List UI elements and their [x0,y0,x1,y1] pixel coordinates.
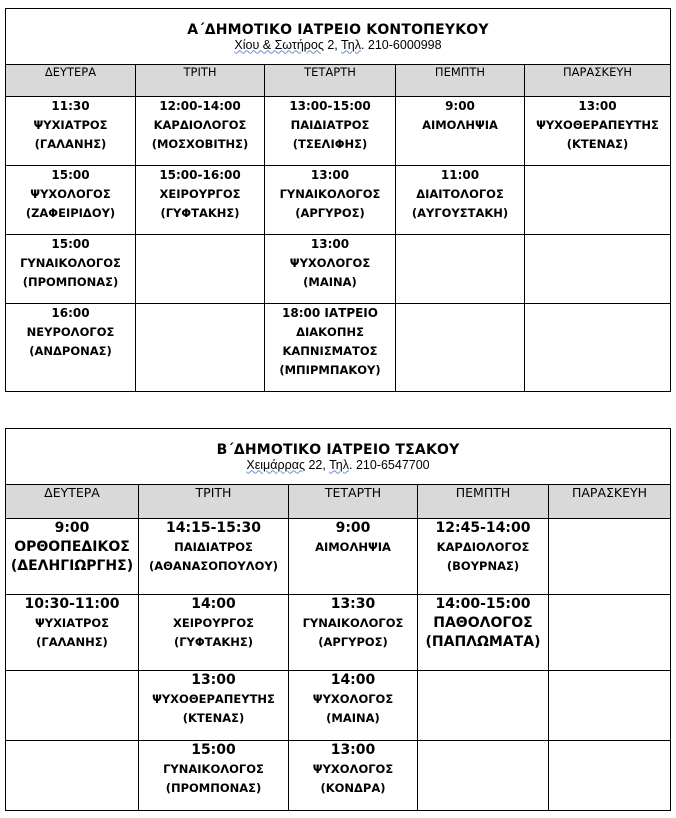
schedule-cell [136,235,265,304]
slot-doctor: (ΠΑΠΛΩΜΑΤΑ) [425,634,541,650]
schedule-cell [6,166,136,235]
slot-time: 12:00-14:00 [159,99,241,113]
schedule-cell [6,304,136,392]
schedule-cell [6,595,139,671]
clinic-b-schedule-table [5,428,671,811]
slot-role: ΠΑΙΔΙΑΤΡΟΣ [174,540,253,554]
clinic-b-phone: . 210-6547700 [349,457,430,472]
slot-doctor: (ΑΘΑΝΑΣΟΠΟΥΛΟΥ) [149,559,278,573]
slot-doctor: (ΜΑΙΝΑ) [303,275,357,289]
table-row [6,166,671,235]
slot-role: ΧΕΙΡΟΥΡΓΟΣ [159,187,241,201]
schedule-cell [418,595,549,671]
slot-time: 15:00 [51,237,90,251]
schedule-cell [136,304,265,392]
schedule-cell [549,741,671,811]
slot-time: 9:00 [445,99,475,113]
slot-time: 13:00 [330,742,376,758]
slot-time: 14:00 [191,596,236,612]
clinic-a-tel-label: Τηλ [341,37,361,52]
clinic-b-day-thursday: ΠΕΜΠΤΗ [418,485,549,519]
clinic-b-day-monday: ΔΕΥΤΕΡΑ [6,485,139,519]
table-row [6,671,671,741]
slot-doctor: (ΔΕΛΗΓΙΩΡΓΗΣ) [10,558,134,574]
slot-role: ΓΥΝΑΙΚΟΛΟΓΟΣ [20,256,121,270]
schedule-cell [265,166,396,235]
slot-role: ΧΕΙΡΟΥΡΓΟΣ [173,616,254,630]
slot-role: ΟΡΘΟΠΕΔΙΚΟΣ [14,539,130,555]
slot-time: 10:30-11:00 [24,596,120,612]
slot-doctor: (ΑΥΓΟΥΣΤΑΚΗ) [411,206,509,220]
slot-doctor: (ΚΤΕΝΑΣ) [182,711,245,725]
clinic-a-title: Α΄ΔΗΜΟΤΙΚΟ ΙΑΤΡΕΙΟ ΚΟΝΤΟΠΕΥΚΟΥ [187,21,489,38]
clinic-a-day-friday: ΠΑΡΑΣΚΕΥΗ [525,65,671,97]
clinic-b-title: Β΄ΔΗΜΟΤΙΚΟ ΙΑΤΡΕΙΟ ΤΣΑΚΟΥ [216,441,460,458]
schedule-cell [289,519,418,595]
clinic-a-day-tuesday: ΤΡΙΤΗ [136,65,265,97]
schedule-cell [525,166,671,235]
schedule-cell [549,595,671,671]
slot-doctor-extra: (ΜΠΙΡΜΠΑΚΟΥ) [279,363,381,377]
schedule-cell [139,519,289,595]
slot-role: ΨΥΧΟΘΕΡΑΠΕΥΤΗΣ [152,692,275,706]
slot-role: ΑΙΜΟΛΗΨΙΑ [315,540,391,554]
slot-time: 15:00-16:00 [159,168,241,182]
clinic-a-phone: . 210-6000998 [360,37,442,52]
slot-doctor: (ΓΥΦΤΑΚΗΣ) [160,206,240,220]
schedule-cell [6,97,136,166]
slot-role: ΝΕΥΡΟΛΟΓΟΣ [26,325,115,339]
slot-time: 13:00 [191,672,236,688]
schedule-cell [549,519,671,595]
clinic-b-street-number: 22, [304,457,330,472]
slot-doctor: (ΜΑΙΝΑ) [326,711,380,725]
slot-role: ΨΥΧΟΛΟΓΟΣ [289,256,371,270]
slot-doctor: (ΤΣΕΛΙΦΗΣ) [292,137,368,151]
slot-role: ΓΥΝΑΙΚΟΛΟΓΟΣ [163,762,264,776]
slot-time: 14:00 [330,672,376,688]
schedule-cell [525,97,671,166]
slot-doctor: (ΑΡΓΥΡΟΣ) [318,635,388,649]
clinic-a-day-wednesday: ΤΕΤΑΡΤΗ [265,65,396,97]
slot-time: 13:30 [330,596,376,612]
slot-role: ΚΑΡΔΙΟΛΟΓΟΣ [436,540,530,554]
slot-role: ΓΥΝΑΙΚΟΛΟΓΟΣ [279,187,381,201]
table-row [6,741,671,811]
clinic-a-street-number: 2, [323,37,342,52]
slot-time: 9:00 [335,520,371,536]
schedule-cell [418,741,549,811]
slot-role: ΨΥΧΙΑΤΡΟΣ [33,118,108,132]
slot-time: 13:00 [578,99,617,113]
schedule-cell [6,235,136,304]
slot-role: ΨΥΧΟΛΟΓΟΣ [312,692,394,706]
slot-time: 13:00 [310,237,350,251]
slot-doctor: (ΜΟΣΧΟΒΙΤΗΣ) [151,137,249,151]
clinic-a-schedule-table [5,8,671,392]
schedule-cell [265,235,396,304]
table-row [6,519,671,595]
schedule-cell [396,304,525,392]
slot-role: ΨΥΧΟΛΟΓΟΣ [30,187,111,201]
slot-role: ΔΙΑΚΟΠΗΣ [296,325,364,339]
slot-doctor: (ΚΤΕΝΑΣ) [566,137,629,151]
slot-time: 12:45-14:00 [435,520,531,536]
slot-doctor: (ΑΡΓΥΡΟΣ) [295,206,365,220]
slot-doctor: (ΑΝΔΡΟΝΑΣ) [29,344,112,358]
slot-doctor: (ΠΡΟΜΠΟΝΑΣ) [22,275,119,289]
clinic-b-day-friday: ΠΑΡΑΣΚΕΥΗ [549,485,671,519]
slot-time: 16:00 [51,306,90,320]
slot-role: ΨΥΧΙΑΤΡΟΣ [34,616,110,630]
clinic-a-day-monday: ΔΕΥΤΕΡΑ [6,65,136,97]
clinic-b-day-wednesday: ΤΕΤΑΡΤΗ [289,485,418,519]
clinic-a-address [6,38,670,52]
slot-role: ΚΑΡΔΙΟΛΟΓΟΣ [153,118,247,132]
slot-doctor: (ΓΥΦΤΑΚΗΣ) [173,635,254,649]
schedule-cell [418,671,549,741]
schedule-cell [396,166,525,235]
slot-time: 13:00-15:00 [289,99,371,113]
schedule-cell [549,671,671,741]
slot-time: 15:00 [191,742,236,758]
slot-time: 15:00 [51,168,90,182]
table-row [6,304,671,392]
schedule-cell [6,519,139,595]
schedule-cell [139,671,289,741]
slot-time: 11:30 [51,99,90,113]
schedule-cell [289,671,418,741]
slot-doctor: (ΓΑΛΑΝΗΣ) [36,635,108,649]
clinic-b-tel-label: Τηλ [329,457,349,472]
clinic-a-header [6,9,671,65]
clinic-b-street: Χειμάρρας [246,457,305,472]
schedule-cell [525,235,671,304]
slot-doctor: (ΚΟΝΔΡΑ) [320,781,386,795]
slot-role: ΨΥΧΟΛΟΓΟΣ [312,762,394,776]
slot-doctor: (ΒΟΥΡΝΑΣ) [446,559,520,573]
schedule-cell [136,97,265,166]
schedule-cell [6,671,139,741]
clinic-a-street: Χίου & Σωτήρος [234,37,324,52]
schedule-cell [136,166,265,235]
slot-doctor: (ΖΑΦΕΙΡΙΔΟΥ) [25,206,116,220]
table-row [6,595,671,671]
slot-time: 14:15-15:30 [166,520,261,536]
schedule-cell [139,741,289,811]
slot-role: ΨΥΧΟΘΕΡΑΠΕΥΤΗΣ [536,118,659,132]
slot-role: ΔΙΑΙΤΟΛΟΓΟΣ [416,187,504,201]
slot-time: 13:00 [310,168,350,182]
schedule-cell [396,97,525,166]
slot-role: ΠΑΘΟΛΟΓΟΣ [433,615,533,631]
slot-time: 14:00-15:00 [435,596,531,612]
schedule-cell [418,519,549,595]
schedule-cell [6,741,139,811]
clinic-a-day-thursday: ΠΕΜΠΤΗ [396,65,525,97]
clinic-b-address [6,458,670,472]
slot-doctor: ΚΑΠΝΙΣΜΑΤΟΣ [282,344,378,358]
schedule-cell [265,97,396,166]
slot-doctor: (ΠΡΟΜΠΟΝΑΣ) [165,781,262,795]
slot-role: ΓΥΝΑΙΚΟΛΟΓΟΣ [302,616,404,630]
schedule-cell [289,741,418,811]
slot-time: 11:00 [440,168,480,182]
schedule-cell [289,595,418,671]
slot-time: 9:00 [54,520,90,536]
table-row [6,235,671,304]
slot-role: ΠΑΙΔΙΑΤΡΟΣ [290,118,370,132]
slot-time: 18:00 ΙΑΤΡΕΙΟ [282,306,378,320]
schedule-cell [525,304,671,392]
clinic-b-day-tuesday: ΤΡΙΤΗ [139,485,289,519]
schedule-cell [265,304,396,392]
slot-doctor: (ΓΑΛΑΝΗΣ) [34,137,107,151]
schedule-cell [139,595,289,671]
slot-role: ΑΙΜΟΛΗΨΙΑ [422,118,498,132]
schedule-cell [396,235,525,304]
clinic-b-header [6,429,671,485]
table-row [6,97,671,166]
